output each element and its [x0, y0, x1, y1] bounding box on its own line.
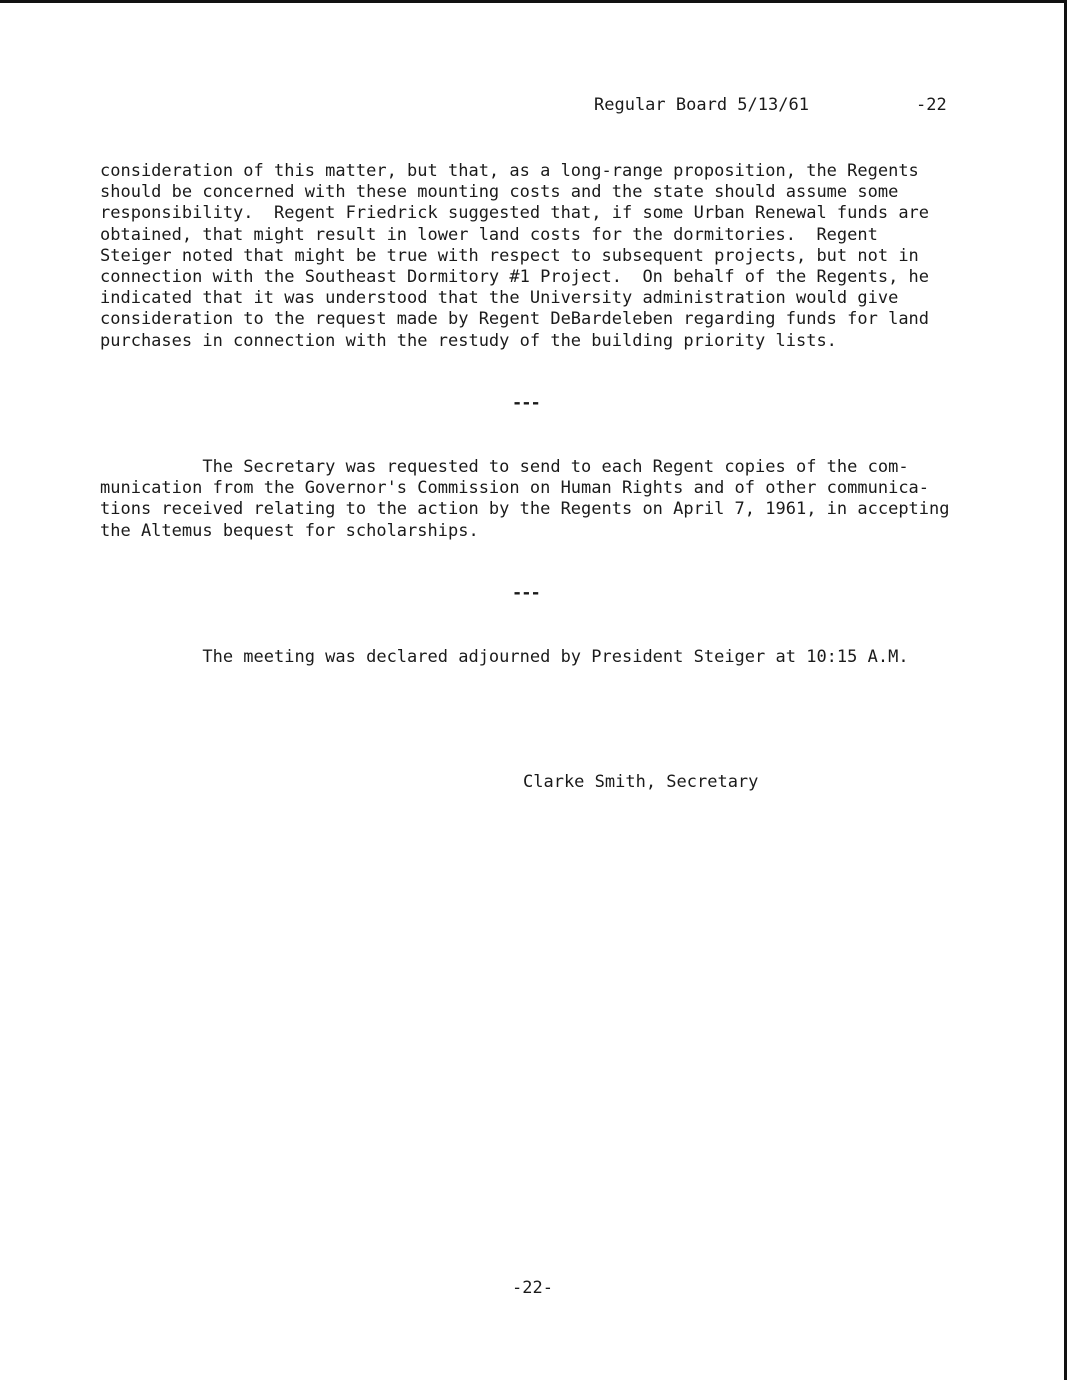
header-title: Regular Board 5/13/61: [594, 95, 809, 115]
section-separator: ---: [512, 583, 540, 603]
paragraph-land-costs: consideration of this matter, but that, as a long-range proposition, the Regents should be concerned with these mounting costs and the state should assume some responsibility. Regent Friedrick suggested that, if some Urban Renewal funds are obtained, that might result in lower land costs for the dormitories. Regent Steiger noted that might be true with respect to subsequent projects, but not in connection with the Southeast Dormitory #1 Project. On behalf of the Regents, he indicated that it was understood that the University administration would give consideration to the request made by Regent DeBardeleben regarding funds for land purchases in connection with the restudy of the building priority lists.: [100, 161, 930, 351]
signature-line: Clarke Smith, Secretary: [523, 772, 759, 792]
section-separator: ---: [512, 393, 540, 413]
page-edge-top: [0, 0, 1067, 3]
header-page-number: -22: [916, 95, 947, 115]
paragraph-secretary-request: The Secretary was requested to send to each Regent copies of the com- munication from the Governor's Commission on Human Rights and of other communica- tions received relating to the action by the Regents on April 7, 1961, in accepting the Altemus bequest for scholarships.: [100, 457, 950, 541]
footer-page-number: -22-: [512, 1278, 553, 1298]
paragraph-adjournment: The meeting was declared adjourned by President Steiger at 10:15 A.M.: [100, 647, 909, 667]
